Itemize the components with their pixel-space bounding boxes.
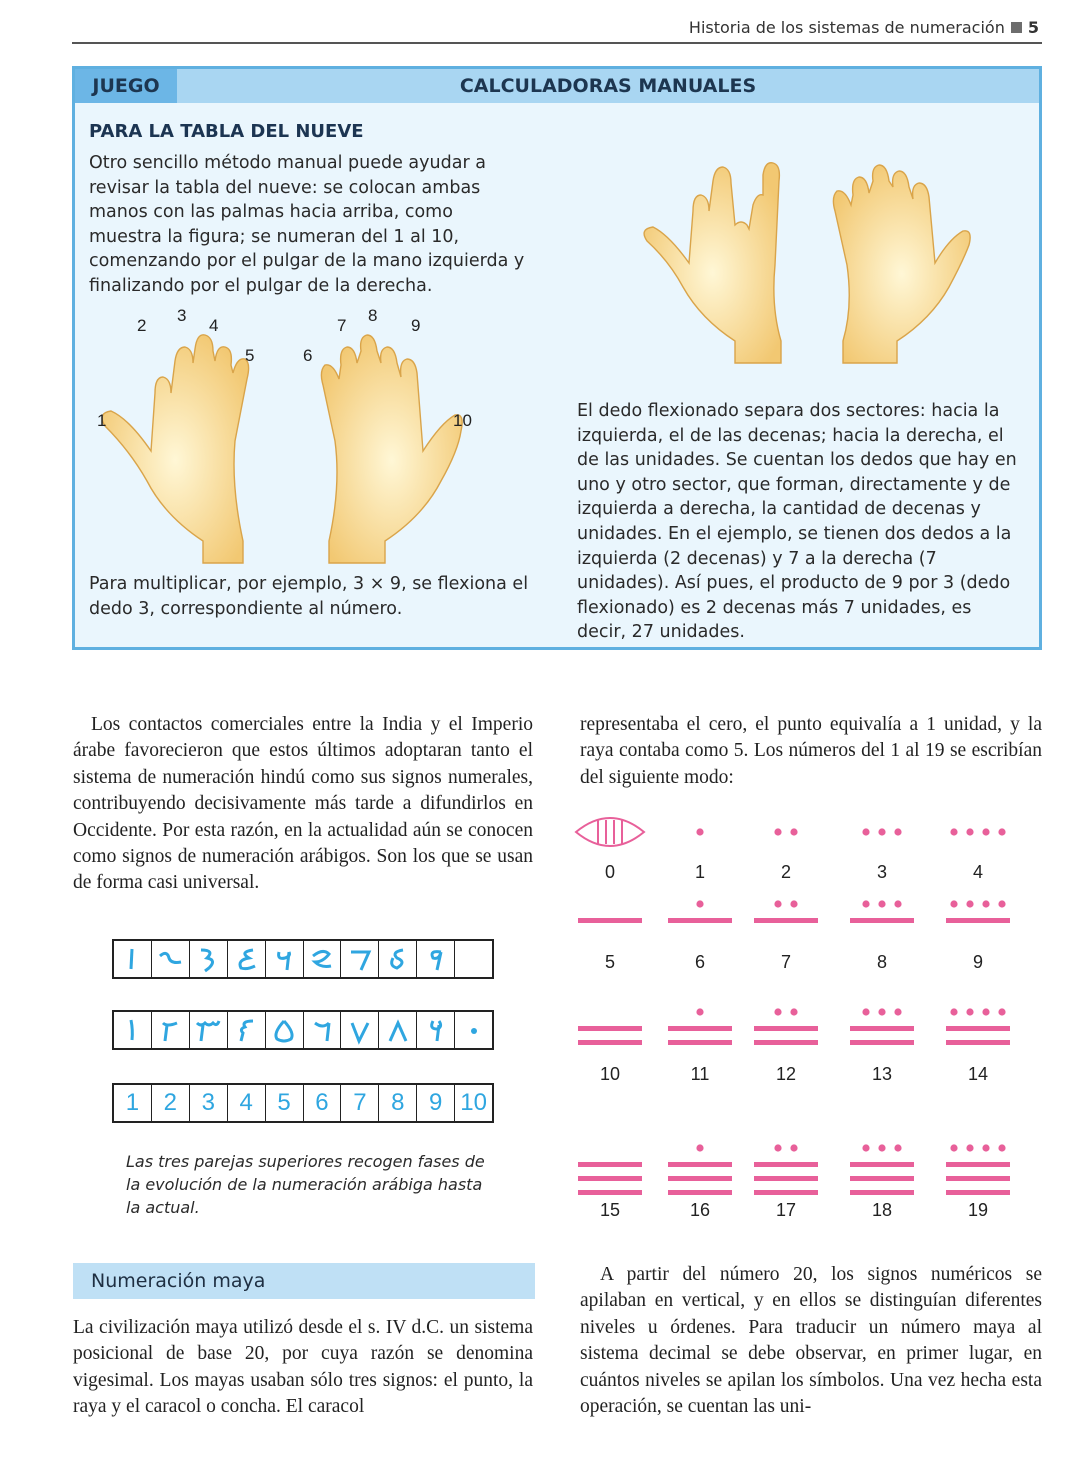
numeral-glyph: [455, 1012, 492, 1048]
maya-bar: [850, 1190, 914, 1195]
maya-number-label: 19: [967, 1200, 989, 1220]
maya-number-label: 9: [972, 952, 984, 972]
running-header: [689, 18, 1039, 37]
maya-section-title: Numeración maya: [73, 1263, 535, 1299]
maya-number-label: 12: [775, 1064, 797, 1084]
numeral-row-eastern-arabic: [112, 1010, 494, 1050]
numeral-glyph: [266, 1012, 304, 1048]
maya-number-label: 8: [876, 952, 888, 972]
finger-number: 1: [97, 411, 107, 430]
maya-bar: [668, 1176, 732, 1181]
juego-example-text: Para multiplicar, por ejemplo, 3 × 9, se flexiona el dedo 3, correspondiente al número.: [89, 574, 529, 619]
maya-bar: [754, 918, 818, 923]
numeral-glyph: [341, 941, 379, 977]
maya-bar: [578, 1040, 642, 1045]
maya-dot: [894, 828, 901, 835]
paragraph-maya-continued: representaba el cero, el punto equivalía a 1 unidad, y la raya contaba como 5. Los números del 1 al 19 se escribían del siguiente modo:: [580, 714, 1042, 788]
finger-number: 6: [303, 346, 313, 365]
modern-digit: 10: [460, 1089, 487, 1116]
juego-explanation-text: El dedo flexionado separa dos sectores: hacia la izquierda, el de las decenas; hacia la derecha, el de las unidades. Se cuentan los dedos que hay en uno y otro sector, que forman, directamente y de izquierda a derecha, la cantidad de decenas y unidades. En el ejemplo, se tienen dos dedos a la izquierda (2 decenas) y 7 a la derecha (7 unidades). Así pues, el producto de 9 por 3 (dedo flexionado) es 2 decenas más 7 unidades, es decir, 27 unidades.: [577, 401, 1017, 643]
maya-dot: [878, 1008, 885, 1015]
maya-bar: [578, 1190, 642, 1195]
numeral-row-ancient-hindu: [112, 939, 494, 979]
right-hand-icon: [321, 335, 462, 563]
maya-dot: [950, 1008, 957, 1015]
maya-dot: [982, 828, 989, 835]
maya-bar: [946, 1190, 1010, 1195]
juego-box: [72, 66, 1042, 650]
modern-digit: 7: [341, 1085, 379, 1121]
finger-number: 8: [368, 306, 378, 325]
maya-bar: [578, 1162, 642, 1167]
maya-number-label: 10: [599, 1064, 621, 1084]
maya-dot: [966, 828, 973, 835]
maya-number-label: 3: [876, 862, 888, 882]
maya-number-label: 16: [689, 1200, 711, 1220]
left-hand-icon: [644, 163, 781, 363]
numeral-glyph: [190, 1012, 228, 1048]
maya-bar: [850, 1040, 914, 1045]
maya-number-label: 4: [972, 862, 984, 882]
maya-number-label: 13: [871, 1064, 893, 1084]
finger-number: 2: [137, 316, 147, 335]
maya-dot: [894, 1144, 901, 1151]
left-hand-icon: [102, 335, 249, 563]
maya-dot: [966, 1144, 973, 1151]
maya-bar: [946, 1176, 1010, 1181]
maya-bar: [754, 1162, 818, 1167]
running-title: Historia de los sistemas de numeración: [688, 18, 1005, 37]
maya-dot: [862, 1144, 869, 1151]
maya-dot: [696, 900, 703, 907]
modern-digit: 9: [417, 1085, 455, 1121]
numeral-glyph: [228, 941, 266, 977]
numeral-row-modern: [112, 1083, 494, 1123]
maya-dot: [696, 1008, 703, 1015]
finger-number: 7: [337, 316, 347, 335]
numeral-glyph: [379, 1012, 417, 1048]
numeral-glyph-empty: [455, 941, 492, 977]
maya-number-label: 14: [967, 1064, 989, 1084]
finger-number: 10: [453, 411, 472, 430]
maya-bar: [946, 1162, 1010, 1167]
maya-bar: [946, 918, 1010, 923]
maya-dot: [774, 900, 781, 907]
numeral-glyph: [417, 941, 455, 977]
maya-dot: [950, 828, 957, 835]
maya-bar: [850, 1026, 914, 1031]
maya-bar: [754, 1040, 818, 1045]
maya-dot: [966, 1008, 973, 1015]
maya-number-label: 5: [604, 952, 616, 972]
maya-dot: [774, 828, 781, 835]
maya-dot: [998, 900, 1005, 907]
numeral-glyph: [152, 941, 190, 977]
maya-dot: [998, 828, 1005, 835]
paragraph-arabic-numerals: Los contactos comerciales entre la India y el Imperio árabe favorecieron que estos últimos adoptaran tanto el sistema de numeración hindú como sus signos numerales, contribuyendo decisivamente más tarde a difundirlos en Occidente. Por esta razón, en la actualidad aún se conocen como signos de numeración arábigos. Son los que se usan de forma casi universal.: [73, 714, 533, 894]
modern-digit: 4: [228, 1085, 266, 1121]
numeral-glyph: [114, 941, 152, 977]
maya-bar: [668, 1190, 732, 1195]
paragraph-maya-20: A partir del número 20, los signos numéricos se apilaban en vertical, y en ellos se distinguían diferentes niveles u órdenes. Para traducir un número maya al sistema decimal se debe observar, en primer lugar, en cuántos niveles se apilan los símbolos. Una vez hecha esta operación, se cuentan las uni-: [580, 1264, 1042, 1418]
numbered-hands-illustration: [85, 301, 485, 569]
page-number: 5: [1027, 18, 1039, 37]
maya-numbers-grid: [570, 810, 1030, 1230]
maya-dot: [878, 828, 885, 835]
maya-dot: [950, 1144, 957, 1151]
maya-number-label: 6: [694, 952, 706, 972]
maya-bar: [946, 1040, 1010, 1045]
numeral-table-caption: Las tres parejas superiores recogen fases de la evolución de la numeración arábiga hasta la actual.: [126, 1152, 485, 1217]
juego-tab: JUEGO: [75, 69, 177, 103]
maya-bar: [754, 1190, 818, 1195]
maya-number-label: 15: [599, 1200, 621, 1220]
numeral-glyph: [304, 1012, 342, 1048]
maya-number-label: 2: [780, 862, 792, 882]
maya-dot: [790, 828, 797, 835]
modern-digit: 6: [304, 1085, 342, 1121]
maya-dot: [878, 900, 885, 907]
maya-number-label: 1: [694, 862, 706, 882]
finger-number: 3: [177, 306, 187, 325]
maya-dot: [982, 1008, 989, 1015]
square-bullet-icon: [1011, 22, 1022, 33]
modern-digit: 2: [152, 1085, 190, 1121]
numeral-glyph: [190, 941, 228, 977]
maya-number-label: 17: [775, 1200, 797, 1220]
maya-dot: [998, 1144, 1005, 1151]
maya-bar: [850, 1162, 914, 1167]
modern-digit: 8: [379, 1085, 417, 1121]
numeral-glyph: [379, 941, 417, 977]
maya-bar: [754, 1026, 818, 1031]
maya-dot: [862, 828, 869, 835]
maya-dot: [774, 1008, 781, 1015]
numeral-glyph: [304, 941, 342, 977]
numeral-glyph: [114, 1012, 152, 1048]
maya-dot: [966, 900, 973, 907]
numeral-glyph: [152, 1012, 190, 1048]
juego-title: CALCULADORAS MANUALES: [459, 75, 757, 97]
juego-subtitle: PARA LA TABLA DEL NUEVE: [89, 121, 364, 142]
right-hand-icon: [833, 165, 970, 363]
paragraph-maya: La civilización maya utilizó desde el s. IV d.C. un sistema posicional de base 20, por cuya razón se denomina vigesimal. Los mayas usaban sólo tres signos: el punto, la raya y el caracol o concha. El caracol: [73, 1317, 533, 1418]
maya-dot: [696, 1144, 703, 1151]
maya-dot: [696, 828, 703, 835]
maya-bar: [850, 918, 914, 923]
maya-number-label: 11: [690, 1064, 710, 1084]
maya-bar: [668, 1026, 732, 1031]
modern-digit: 1: [114, 1085, 152, 1121]
maya-dot: [790, 1008, 797, 1015]
modern-digit: 5: [266, 1085, 304, 1121]
maya-dot: [982, 1144, 989, 1151]
numeral-glyph: [417, 1012, 455, 1048]
header-rule: [72, 42, 1042, 44]
flexed-finger-hands-illustration: [635, 135, 995, 365]
maya-bar: [850, 1176, 914, 1181]
maya-dot: [774, 1144, 781, 1151]
maya-number-label: 7: [780, 952, 792, 972]
maya-bar: [668, 1040, 732, 1045]
maya-dot: [982, 900, 989, 907]
finger-number: 9: [411, 316, 421, 335]
finger-number: 4: [209, 316, 219, 335]
maya-number-label: 0: [604, 862, 616, 882]
numeral-glyph: [341, 1012, 379, 1048]
maya-bar: [668, 918, 732, 923]
maya-bar: [754, 1176, 818, 1181]
juego-intro-text: Otro sencillo método manual puede ayudar a revisar la tabla del nueve: se colocan ambas manos con las palmas hacia arriba, como muestra la figura; se numeran del 1 al 10, comenzando por el pulgar de la mano izquierda y finalizando por el pulgar de la derecha.: [89, 153, 525, 296]
numeral-glyph: [228, 1012, 266, 1048]
maya-dot: [894, 900, 901, 907]
maya-dot: [878, 1144, 885, 1151]
maya-bar: [668, 1162, 732, 1167]
maya-bar: [578, 1176, 642, 1181]
maya-number-label: 18: [871, 1200, 893, 1220]
maya-dot: [862, 1008, 869, 1015]
finger-number: 5: [245, 346, 255, 365]
maya-bar: [578, 1026, 642, 1031]
maya-dot: [790, 900, 797, 907]
maya-dot: [790, 1144, 797, 1151]
maya-dot: [950, 900, 957, 907]
maya-dot: [862, 900, 869, 907]
maya-dot: [998, 1008, 1005, 1015]
maya-shell-icon: [576, 818, 644, 846]
modern-digit: 3: [190, 1085, 228, 1121]
numeral-glyph: [266, 941, 304, 977]
maya-bar: [946, 1026, 1010, 1031]
maya-bar: [578, 918, 642, 923]
maya-dot: [894, 1008, 901, 1015]
